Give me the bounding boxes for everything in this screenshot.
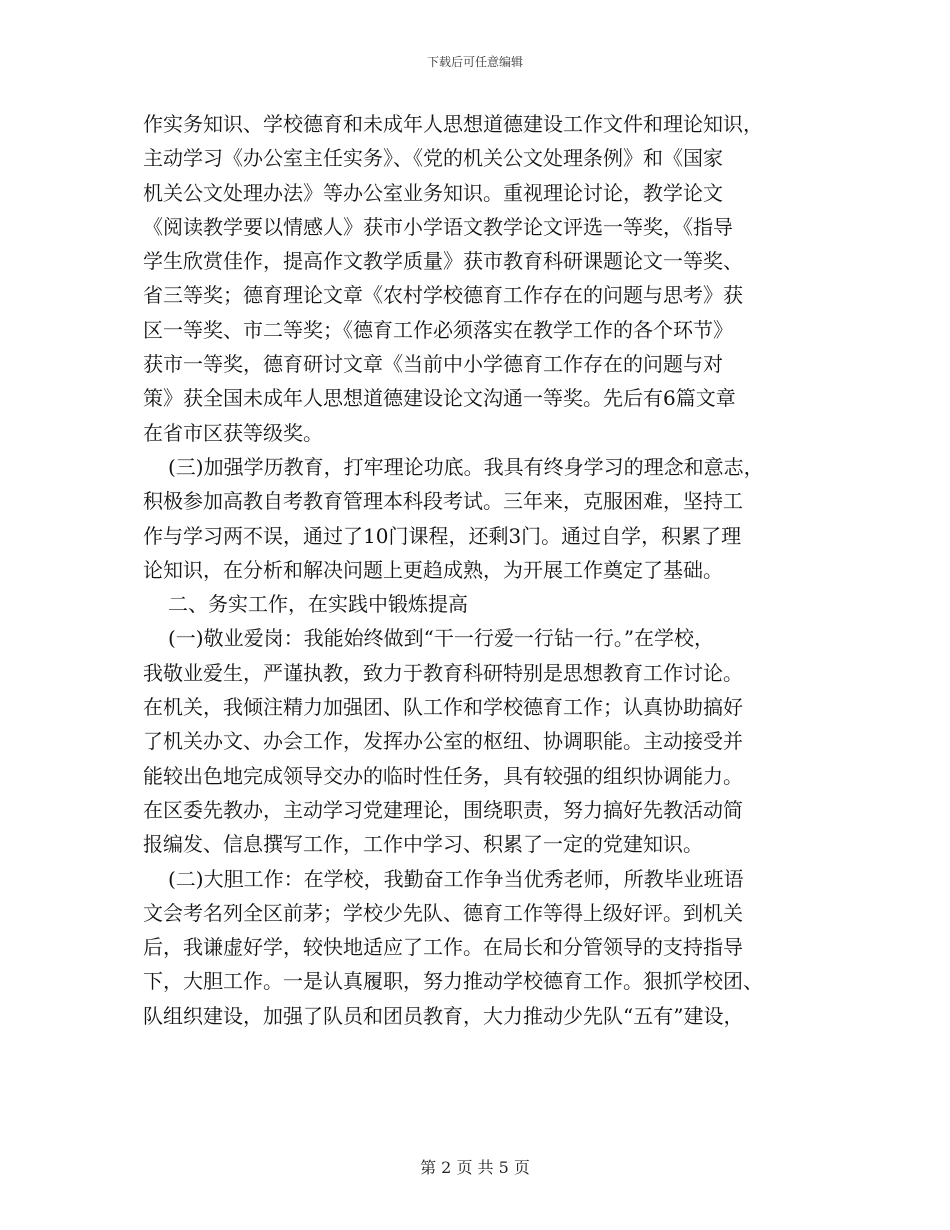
text-line: 队组织建设，加强了队员和团员教育，大力推动少先队“五有”建设， bbox=[143, 1003, 744, 1028]
text-line: 论知识，在分析和解决问题上更趋成熟，为开展工作奠定了基础。 bbox=[143, 557, 723, 582]
text-line: (三)加强学历教育，打牢理论功底。我具有终身学习的理念和意志， bbox=[168, 454, 764, 479]
text-line: 积极参加高教自考教育管理本科段考试。三年来，克服困难，坚持工 bbox=[143, 489, 743, 514]
text-line: 下，大胆工作。一是认真履职，努力推动学校德育工作。狠抓学校团、 bbox=[143, 969, 763, 994]
text-line: 作与学习两不误，通过了10门课程，还剩3门。通过自学，积累了理 bbox=[143, 523, 742, 548]
text-line: 主动学习《办公室主任实务》、《党的机关公文处理条例》和《国家 bbox=[143, 146, 723, 171]
text-line: 文会考名列全区前茅；学校少先队、德育工作等得上级好评。到机关 bbox=[143, 900, 743, 925]
section-heading: 二、务实工作，在实践中锻炼提高 bbox=[168, 592, 468, 617]
text-line: 报编发、信息撰写工作，工作中学习、积累了一定的党建知识。 bbox=[143, 832, 703, 857]
text-line: 机关公文处理办法》等办公室业务知识。重视理论讨论，教学论文 bbox=[143, 180, 723, 205]
text-line: (二)大胆工作：在学校，我勤奋工作争当优秀老师，所教毕业班语 bbox=[168, 866, 744, 891]
text-line: 策》获全国未成年人思想道德建设论文沟通一等奖。先后有6篇文章 bbox=[143, 386, 736, 411]
page-header: 下载后可任意编辑 bbox=[426, 55, 523, 69]
text-line: 了机关办文、办会工作，发挥办公室的枢纽、协调职能。主动接受并 bbox=[143, 729, 743, 754]
text-line: (一)敬业爱岗：我能始终做到“干一行爱一行钻一行。”在学校， bbox=[168, 626, 715, 651]
text-line: 后，我谦虚好学，较快地适应了工作。在局长和分管领导的支持指导 bbox=[143, 935, 743, 960]
text-line: 在省市区获等级奖。 bbox=[143, 420, 323, 445]
text-line: 《阅读教学要以情感人》获市小学语文教学论文评选一等奖，《指导 bbox=[143, 214, 733, 239]
text-line: 能较出色地完成领导交办的临时性任务，具有较强的组织协调能力。 bbox=[143, 763, 743, 788]
text-line: 在机关，我倾注精力加强团、队工作和学校德育工作；认真协助搞好 bbox=[143, 695, 743, 720]
text-line: 作实务知识、学校德育和未成年人思想道德建设工作文件和理论知识， bbox=[143, 112, 763, 136]
text-line: 省三等奖；德育理论文章《农村学校德育工作存在的问题与思考》获 bbox=[143, 283, 743, 308]
document-body bbox=[143, 107, 808, 1033]
text-line: 区一等奖、市二等奖；《德育工作必须落实在教学工作的各个环节》 bbox=[143, 317, 733, 342]
text-line: 获市一等奖，德育研讨文章《当前中小学德育工作存在的问题与对 bbox=[143, 352, 723, 377]
text-line: 学生欣赏佳作，提高作文教学质量》获市教育科研课题论文一等奖、 bbox=[143, 249, 743, 274]
page-number-footer: 第 2 页 共 5 页 bbox=[420, 1158, 530, 1177]
text-line: 我敬业爱生，严谨执教，致力于教育科研特别是思想教育工作讨论。 bbox=[143, 660, 743, 685]
text-line: 在区委先教办，主动学习党建理论，围绕职责，努力搞好先教活动简 bbox=[143, 797, 743, 822]
